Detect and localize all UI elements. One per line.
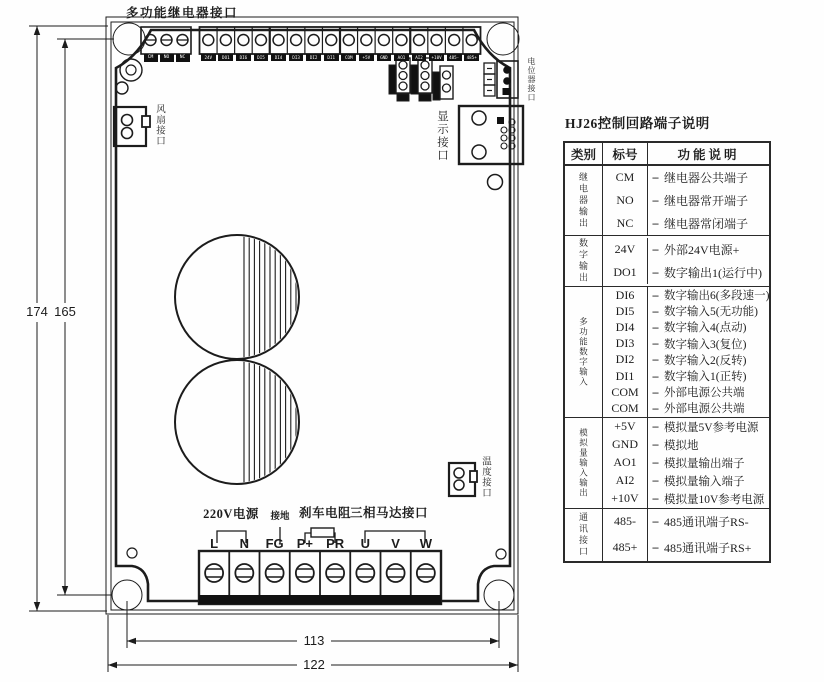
dim-height-total: 174	[22, 305, 52, 319]
motor-interface-label: 三相马达接口	[350, 506, 429, 520]
header-function: 功能说明	[677, 147, 740, 162]
terminal-chip: GND	[377, 54, 392, 61]
table-row: DI1 -- 数字输入1(正转)	[603, 368, 769, 384]
terminal-chip: DI2	[306, 54, 321, 61]
table-row: 24V -- 外部24V电源+	[603, 238, 769, 261]
temperature-connector	[449, 463, 477, 496]
table-row: NC -- 继电器常闭端子	[603, 212, 769, 235]
table-row: CM -- 继电器公共端子	[603, 166, 769, 189]
table-row: 485- -- 485通讯端子RS-	[603, 509, 769, 535]
table-row: DI3 -- 数字输入3(复位)	[603, 336, 769, 352]
table-row: DO1 -- 数字输出1(运行中)	[603, 261, 769, 284]
table-title: HJ26控制回路端子说明	[565, 116, 710, 131]
power-terminal-letter: P+	[296, 536, 313, 551]
fan-interface-label: 风扇接口	[154, 104, 164, 146]
display-connector	[459, 106, 523, 190]
terminal-chip: 485-	[447, 54, 462, 61]
table-row: DI4 -- 数字输入4(点动)	[603, 319, 769, 335]
mounting-hole	[113, 23, 145, 55]
table-row: DI6 -- 数字输出6(多段速一)	[603, 287, 769, 303]
header-category: 类别	[565, 143, 603, 164]
terminal-chip: 24V	[201, 54, 216, 61]
table-group-analog-io	[565, 417, 769, 508]
power-terminal-bar	[199, 595, 441, 604]
table-group-relay-output	[565, 165, 769, 235]
relay-interface-label: 多功能继电器接口	[126, 6, 239, 20]
category-cell: 数字输出	[565, 236, 603, 286]
table-row: AI2 -- 模拟量输入端子	[603, 472, 769, 490]
temperature-interface-label: 温度接口	[480, 456, 490, 498]
terminal-chip: +10V	[429, 54, 444, 61]
dim-height-holes: 165	[50, 305, 80, 319]
relay-terminal-chip: NO	[160, 54, 174, 62]
brake-resistor-label: 刹车电阻	[298, 506, 351, 520]
dim-width-total: 122	[297, 658, 331, 672]
pcb-hole	[126, 65, 136, 75]
fan-connector	[114, 107, 150, 146]
power-terminal-letter: N	[239, 536, 250, 551]
terminal-chip: +5V	[359, 54, 374, 61]
terminal-table-panel	[563, 112, 777, 563]
category-cell: 模拟量输入输出	[565, 418, 603, 508]
potentiometer-connector	[484, 61, 518, 98]
terminal-chip: DO1	[218, 54, 233, 61]
category-cell: 通讯接口	[565, 509, 603, 561]
terminal-table	[563, 141, 771, 563]
terminal-chip: DI1	[324, 54, 339, 61]
table-group-digital-output	[565, 235, 769, 286]
display-interface-label: 显示接口	[436, 110, 448, 162]
power-terminal-letter: FG	[265, 536, 284, 551]
table-row: NO -- 继电器常开端子	[603, 189, 769, 212]
terminal-chip: AO1	[394, 54, 409, 61]
table-row: +10V -- 模拟量10V参考电源	[603, 490, 769, 508]
terminal-chip: COM	[341, 54, 356, 61]
power-terminal-letter: U	[360, 536, 371, 551]
category-cell: 继电器输出	[565, 166, 603, 235]
table-row: +5V -- 模拟量5V参考电源	[603, 418, 769, 436]
table-row: COM -- 外部电源公共端	[603, 400, 769, 416]
power-terminal-letter: W	[419, 536, 432, 551]
power-terminal-letter: V	[391, 536, 400, 551]
jumper-blocks	[389, 58, 453, 101]
terminal-chip: DI6	[236, 54, 251, 61]
board-outline-outer	[106, 17, 518, 614]
terminal-chip: DI5	[254, 54, 269, 61]
table-row: COM -- 外部电源公共端	[603, 384, 769, 400]
table-group-communication	[565, 508, 769, 561]
table-header	[565, 143, 769, 165]
pcb-hole	[127, 548, 137, 558]
category-cell: 多功能数字输入	[565, 287, 603, 417]
table-row: GND -- 模拟地	[603, 436, 769, 454]
terminal-chip: 485+	[464, 54, 479, 61]
table-row: DI5 -- 数字输入5(无功能)	[603, 303, 769, 319]
pcb-hole	[496, 549, 506, 559]
table-group-digital-input	[565, 286, 769, 417]
board-outline-inner	[111, 22, 514, 610]
relay-terminal-chip: NC	[176, 54, 190, 62]
pcb-hole-ring	[120, 59, 142, 81]
power-220v-label: 220V电源	[203, 507, 259, 521]
header-label: 标号	[603, 143, 648, 164]
dim-width-holes: 113	[297, 634, 331, 648]
table-row: AO1 -- 模拟量输出端子	[603, 454, 769, 472]
power-terminal-letter: L	[210, 536, 219, 551]
edge-notch	[116, 82, 128, 94]
terminal-chip: DI4	[271, 54, 286, 61]
power-terminal-letter: PR	[326, 536, 345, 551]
relay-terminal-chip: CM	[144, 54, 158, 62]
terminal-chip: AI2	[412, 54, 427, 61]
terminal-chip: DI3	[289, 54, 304, 61]
table-row: DI2 -- 数字输入2(反转)	[603, 352, 769, 368]
ground-label: 接地	[270, 512, 290, 522]
table-row: 485+ -- 485通讯端子RS+	[603, 535, 769, 561]
potentiometer-interface-label: 电位器接口	[527, 57, 536, 102]
